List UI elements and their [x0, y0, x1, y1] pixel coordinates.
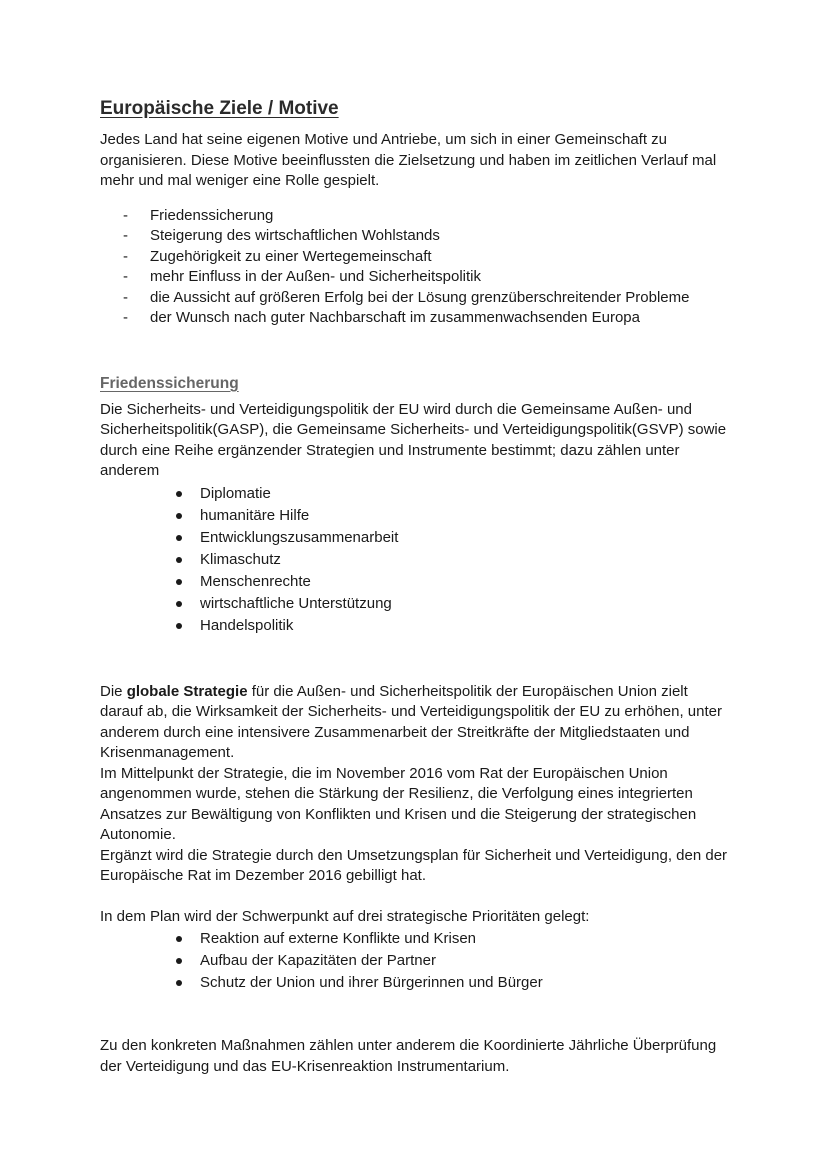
- list-item: [100, 226, 730, 247]
- document-page: [100, 96, 730, 1077]
- bullet-icon: [176, 601, 182, 607]
- list-item-text: Menschenrechte: [200, 572, 311, 590]
- list-item: [100, 505, 730, 527]
- list-item: [100, 527, 730, 549]
- list-item: [100, 483, 730, 505]
- strategy-lead: Die: [100, 682, 127, 700]
- plan-intro: In dem Plan wird der Schwerpunkt auf drei strategische Prioritäten gelegt:: [100, 907, 590, 925]
- list-item: [100, 615, 730, 637]
- list-item-text: die Aussicht auf größeren Erfolg bei der Lösung grenzüberschreitender Probleme: [150, 288, 690, 306]
- list-item-text: Zugehörigkeit zu einer Wertegemeinschaft: [150, 247, 432, 265]
- list-item-text: Aufbau der Kapazitäten der Partner: [200, 952, 436, 969]
- list-item: [100, 593, 730, 615]
- strategy-bold-term: globale Strategie: [126, 682, 248, 700]
- page-title: Europäische Ziele / Motive: [100, 98, 339, 119]
- dash-marker: -: [123, 309, 128, 326]
- section-plan: [100, 907, 730, 995]
- list-item-text: Schutz der Union und ihrer Bürgerinnen und Bürger: [200, 974, 543, 991]
- list-item-text: Handelspolitik: [200, 616, 294, 634]
- bullet-icon: [176, 579, 182, 585]
- strategy-paragraph-3: Ergänzt wird die Strategie durch den Umsetzungsplan für Sicherheit und Verteidigung, den der Europäische Rat im Dezember 2016 gebilligt hat.: [100, 846, 728, 884]
- strategy-paragraph-2: Im Mittelpunkt der Strategie, die im November 2016 vom Rat der Europäischen Union angenommen wurde, stehen die Stärkung der Resilienz, die Verfolgung eines integrierten Ansatzes zur Bewältigung von Konflikten und Krisen und die Steigerung der strategischen Autonomie.: [100, 764, 697, 843]
- dash-marker: -: [123, 288, 128, 306]
- bullet-icon: [176, 958, 182, 964]
- list-item-text: humanitäre Hilfe: [200, 506, 310, 524]
- list-item: [100, 267, 730, 288]
- list-item-text: mehr Einfluss in der Außen- und Sicherheitspolitik: [150, 268, 481, 285]
- list-item: [100, 972, 730, 994]
- list-item: [100, 950, 730, 972]
- list-item: [100, 549, 730, 571]
- motives-list: [100, 206, 730, 329]
- dash-marker: -: [123, 247, 128, 265]
- strategy-text: für die Außen- und Sicherheitspolitik der Europäischen Union zielt darauf ab, die Wirksamkeit der Sicherheits- und Verteidigungspolitik der EU zu erhöhen, unter anderem durch eine intensivere Zusammenarbeit der Streitkräfte der Mitgliedstaaten und Krisenmanagement.: [100, 682, 722, 761]
- list-item-text: der Wunsch nach guter Nachbarschaft im zusammenwachsenden Europa: [150, 309, 640, 326]
- list-item: [100, 928, 730, 950]
- section-friedenssicherung: [100, 373, 730, 637]
- list-item-text: Entwicklungszusammenarbeit: [200, 528, 399, 546]
- section-heading: Friedenssicherung: [100, 374, 239, 392]
- dash-marker: -: [123, 227, 128, 244]
- list-item: [100, 571, 730, 593]
- bullet-icon: [176, 936, 182, 942]
- list-item: [100, 206, 730, 227]
- dash-marker: -: [123, 206, 128, 224]
- bullet-icon: [176, 513, 182, 519]
- list-item-text: wirtschaftliche Unterstützung: [200, 594, 392, 612]
- dash-marker: -: [123, 268, 128, 285]
- list-item-text: Diplomatie: [200, 484, 271, 502]
- instruments-list: [100, 483, 730, 637]
- bullet-icon: [176, 623, 182, 629]
- list-item-text: Klimaschutz: [200, 550, 281, 568]
- final-paragraph: Zu den konkreten Maßnahmen zählen unter anderem die Koordinierte Jährliche Überprüfung der Verteidigung und das EU-Krisenreaktion Instrumentarium.: [100, 1037, 717, 1075]
- section-paragraph: Die Sicherheits- und Verteidigungspolitik der EU wird durch die Gemeinsame Außen- und Sicherheitspolitik(GASP), die Gemeinsame Sicherheits- und Verteidigungspolitik(GSVP) sowie durch eine Reihe ergänzender Strategien und Instrumente bestimmt; dazu zählen unter anderem: [100, 400, 727, 479]
- strategy-paragraph-1: [100, 682, 730, 764]
- bullet-icon: [176, 491, 182, 497]
- list-item: [100, 308, 730, 329]
- list-item: [100, 288, 730, 309]
- list-item-text: Friedenssicherung: [150, 206, 274, 224]
- bullet-icon: [176, 557, 182, 563]
- section-strategy: [100, 682, 730, 887]
- priorities-list: [100, 928, 730, 994]
- list-item: [100, 247, 730, 268]
- bullet-icon: [176, 980, 182, 986]
- bullet-icon: [176, 535, 182, 541]
- list-item-text: Steigerung des wirtschaftlichen Wohlstands: [150, 227, 440, 244]
- list-item-text: Reaktion auf externe Konflikte und Krisen: [200, 930, 476, 947]
- intro-paragraph: Jedes Land hat seine eigenen Motive und Antriebe, um sich in einer Gemeinschaft zu organisieren. Diese Motive beeinflussten die Zielsetzung und haben im zeitlichen Verlauf mal mehr und mal weniger eine Rolle gespielt.: [100, 131, 717, 189]
